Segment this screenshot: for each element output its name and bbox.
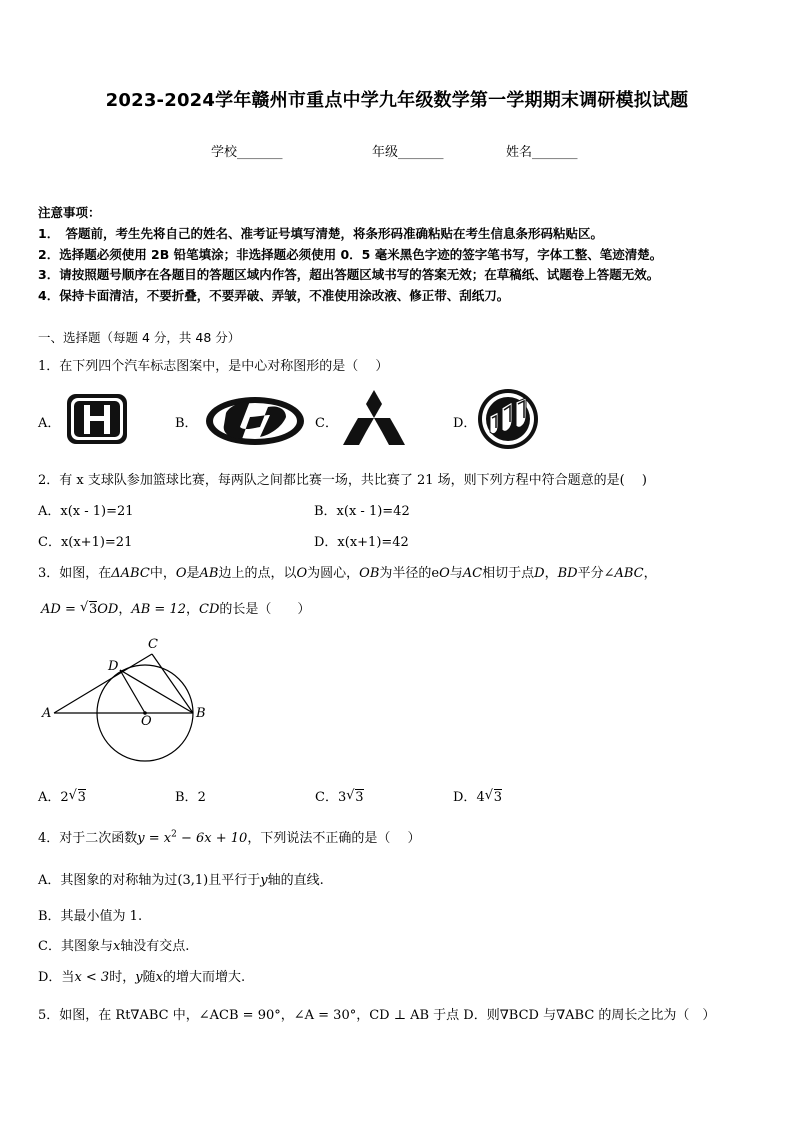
q4-stem: 4．对于二次函数$y = x^2 - 6x + 10$，下列说法不正确的是（ ） <box>38 829 421 846</box>
name-field: 姓名_______ <box>506 145 578 160</box>
note-item: 1． 答题前，考生先将自己的姓名、准考证号填写清楚，将条形码准确粘贴在考生信息条形码粘贴区。 <box>38 226 603 241</box>
point-label-d: D <box>108 659 119 674</box>
q3-option: C．3 √ 3 <box>315 788 364 805</box>
point-label-a: A <box>42 706 52 721</box>
q3-stem-line2: AD = √ 3OD，AB = 12，CD的长是（ ） <box>41 600 311 617</box>
honda-logo <box>66 393 128 445</box>
note-item: 3．请按照题号顺序在各题目的答题区域内作答，超出答题区域书写的答案无效；在草稿纸、试题卷上答题无效。 <box>38 267 660 282</box>
q4-option-a: A．其图象的对称轴为过(3,1)且平行于y轴的直线. <box>38 873 324 888</box>
school-field: 学校_______ <box>211 145 283 160</box>
q4-option-d: D．当x < 3时，y随x的增大而增大. <box>38 970 246 985</box>
q1-option-label: C． <box>315 416 338 431</box>
note-item: 2．选择题必须使用 2B 铅笔填涂；非选择题必须使用 0．5 毫米黑色字迹的签字笔书写，字体工整、笔迹清楚。 <box>38 247 663 262</box>
q3-geometry-figure <box>38 634 208 764</box>
q4-option-b: B．其最小值为 1. <box>38 909 143 924</box>
q5-stem: 5．如图，在 Rt∇ABC 中，∠ACB = 90°，∠A = 30°，CD ⊥ AB 于点 D．则∇BCD 与∇ABC 的周长之比为（ ） <box>38 1008 716 1023</box>
q2-option: D．x(x+1)=42 <box>314 535 409 550</box>
notes-heading: 注意事项： <box>38 205 101 220</box>
grade-field: 年级_______ <box>372 145 444 160</box>
q3-option: D．4 √ 3 <box>453 788 502 805</box>
q3-option: B．2 <box>175 790 206 805</box>
q2-stem: 2．有 x 支球队参加篮球比赛，每两队之间都比赛一场，共比赛了 21 场，则下列方程中符合题意的是( ) <box>38 473 647 488</box>
q1-stem: 1．在下列四个汽车标志图案中，是中心对称图形的是（ ） <box>38 359 389 374</box>
mitsubishi-logo <box>343 390 405 446</box>
hyundai-logo <box>204 395 306 447</box>
note-item: 4．保持卡面清洁，不要折叠，不要弄破、弄皱，不准使用涂改液、修正带、刮纸刀。 <box>38 288 510 303</box>
q3-option: A．2 √ 3 <box>38 788 86 805</box>
buick-logo <box>476 388 540 450</box>
q4-option-c: C．其图象与x轴没有交点. <box>38 939 190 954</box>
q2-option: B．x(x - 1)=42 <box>314 504 410 519</box>
q1-option-label: A． <box>38 416 61 431</box>
point-label-c: C <box>148 637 158 652</box>
point-label-b: B <box>196 706 206 721</box>
paper-title: 2023-2024学年赣州市重点中学九年级数学第一学期期末调研模拟试题 <box>105 90 689 111</box>
q1-option-label: B． <box>175 416 198 431</box>
section-heading: 一、选择题（每题 4 分，共 48 分） <box>38 330 241 345</box>
q2-option: C．x(x+1)=21 <box>38 535 133 550</box>
point-label-o: O <box>141 714 152 729</box>
q3-stem: 3．如图，在ΔABC中，O是AB边上的点，以O为圆心，OB为半径的eO与AC相切于点D，BD平分∠ABC， <box>38 566 657 581</box>
q2-option: A．x(x - 1)=21 <box>38 504 134 519</box>
q1-option-label: D． <box>453 416 477 431</box>
